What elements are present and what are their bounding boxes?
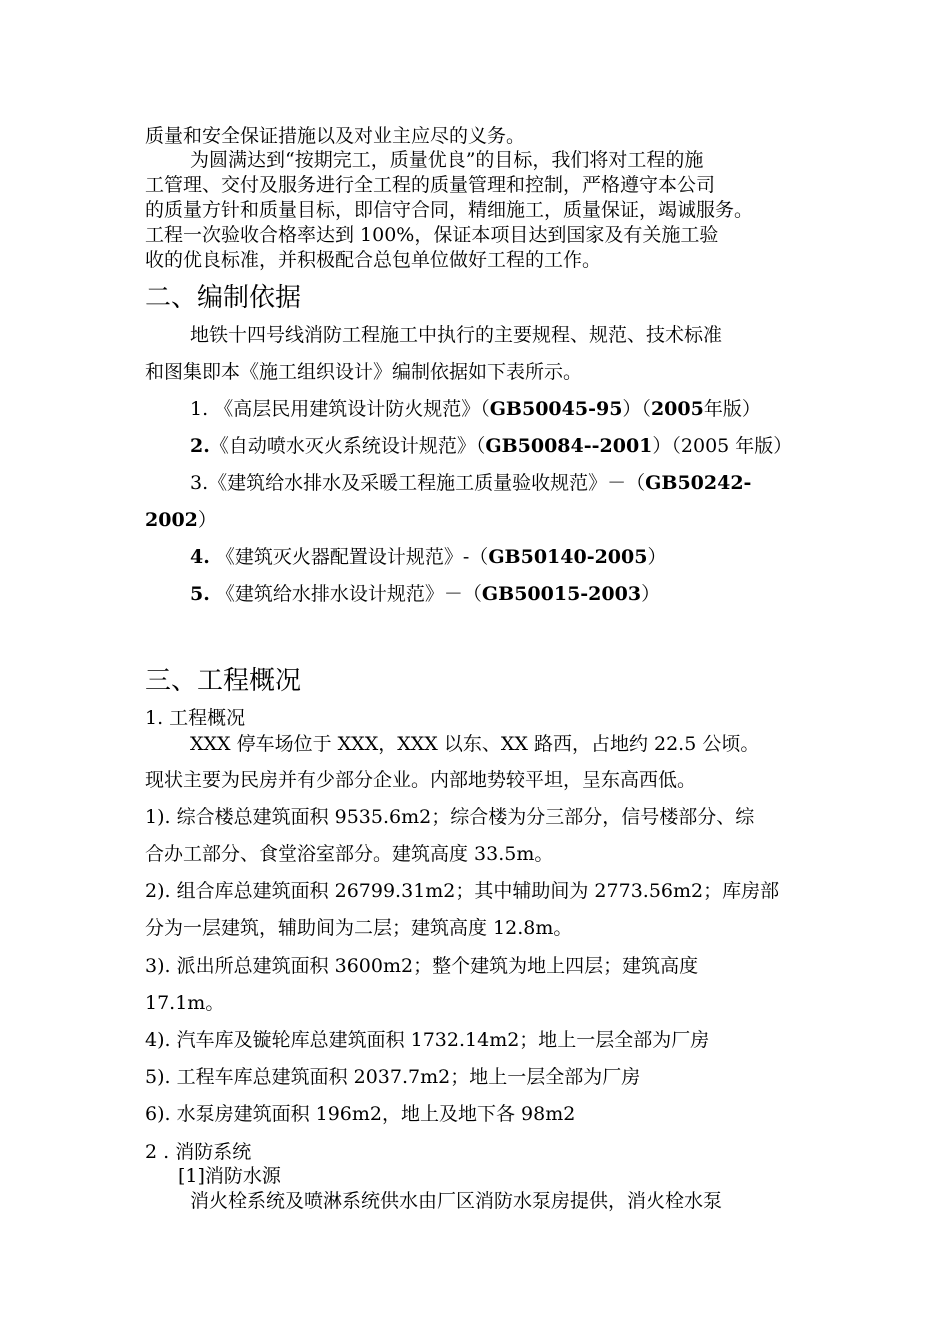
basis-item-4 [190,545,666,569]
basis-item-5 [190,582,660,606]
overview-line-2: 现状主要为民房并有少部分企业。内部地势较平坦，呈东高西低。 [145,769,697,791]
basis-item-title: 《自动喷水灭火系统设计规范》（ [209,435,486,457]
intro-line-5: 工程一次验收合格率达到 100%，保证本项目达到国家及有关施工验 [145,224,719,246]
overview-line-3: 1). 综合楼总建筑面积 9535.6m2；综合楼为分三部分，信号楼部分、综 [145,806,755,828]
basis-item-code: GB50045-95 [489,398,623,420]
intro-line-4: 的质量方针和质量目标，即信守合同，精细施工，质量保证，竭诚服务。 [145,199,754,221]
overview-subheading-1: 1. 工程概况 [145,707,246,729]
overview-line-6: 分为一层建筑，辅助间为二层；建筑高度 12.8m。 [145,917,573,939]
basis-item-number: 4. [190,546,210,568]
basis-item-code: GB50242- [645,472,752,494]
basis-item-end: ） [641,583,661,605]
basis-paragraph-line-2: 和图集即本《施工组织设计》编制依据如下表所示。 [145,361,583,383]
basis-item-code: GB50015-2003 [481,583,642,605]
overview-line-11: 6). 水泵房建筑面积 196m2，地上及地下各 98m2 [145,1103,576,1125]
basis-item-number: 3. [190,472,209,494]
overview-line-7: 3). 派出所总建筑面积 3600m2；整个建筑为地上四层；建筑高度 [145,955,699,977]
basis-item-number: 1. [190,398,209,420]
basis-item-end: ） [197,509,217,531]
basis-item-tail: ）（ [622,398,651,420]
basis-item-1 [190,397,761,421]
basis-item-code: GB50140-2005 [488,546,648,568]
section-heading-overview: 三、工程概况 [145,666,302,696]
basis-item-tail: ）（2005 年版） [652,435,793,457]
basis-item-end: 年版） [703,398,761,420]
overview-line-10: 5). 工程车库总建筑面积 2037.7m2；地上一层全部为厂房 [145,1066,641,1088]
basis-paragraph-line-1: 地铁十四号线消防工程施工中执行的主要规程、规范、技术标准 [190,324,723,346]
overview-line-9: 4). 汽车库及镟轮库总建筑面积 1732.14m2；地上一层全部为厂房 [145,1029,710,1051]
intro-line-1: 质量和安全保证措施以及对业主应尽的义务。 [145,125,526,147]
overview-subheading-2: 2 . 消防系统 [145,1141,252,1163]
basis-item-3-continuation [145,508,217,532]
basis-item-code: GB50084--2001 [485,435,653,457]
intro-line-2: 为圆满达到“按期完工，质量优良”的目标，我们将对工程的施 [190,149,704,171]
basis-item-title: 《建筑给水排水设计规范》－（ [215,583,482,605]
overview-subheading-2-1: [1]消防水源 [178,1165,281,1187]
basis-item-year: 2005 [650,398,704,420]
overview-line-5: 2). 组合库总建筑面积 26799.31m2；其中辅助间为 2773.56m2；库房部 [145,880,780,902]
basis-item-title: 《建筑灭火器配置设计规范》-（ [215,546,489,568]
overview-last-line: 消火栓系统及喷淋系统供水由厂区消防水泵房提供，消火栓水泵 [190,1190,723,1212]
basis-item-code-cont: 2002 [145,509,198,531]
basis-item-number: 5. [190,583,210,605]
overview-line-1: XXX 停车场位于 XXX，XXX 以东、XX 路西，占地约 22.5 公顷。 [190,733,760,755]
basis-item-number: 2. [190,435,210,457]
intro-line-6: 收的优良标准，并积极配合总包单位做好工程的工作。 [145,249,602,271]
section-heading-basis: 二、编制依据 [145,283,302,313]
basis-item-title: 《高层民用建筑设计防火规范》（ [214,398,490,420]
overview-line-8: 17.1m。 [145,992,225,1014]
basis-item-2 [190,434,792,458]
basis-item-title: 《建筑给水排水及采暖工程施工质量验收规范》－（ [208,472,646,494]
basis-item-end: ） [647,546,667,568]
overview-line-4: 合办工部分、食堂浴室部分。建筑高度 33.5m。 [145,843,554,865]
intro-line-3: 工管理、交付及服务进行全工程的质量管理和控制，严格遵守本公司 [145,174,716,196]
basis-item-3 [190,471,751,495]
